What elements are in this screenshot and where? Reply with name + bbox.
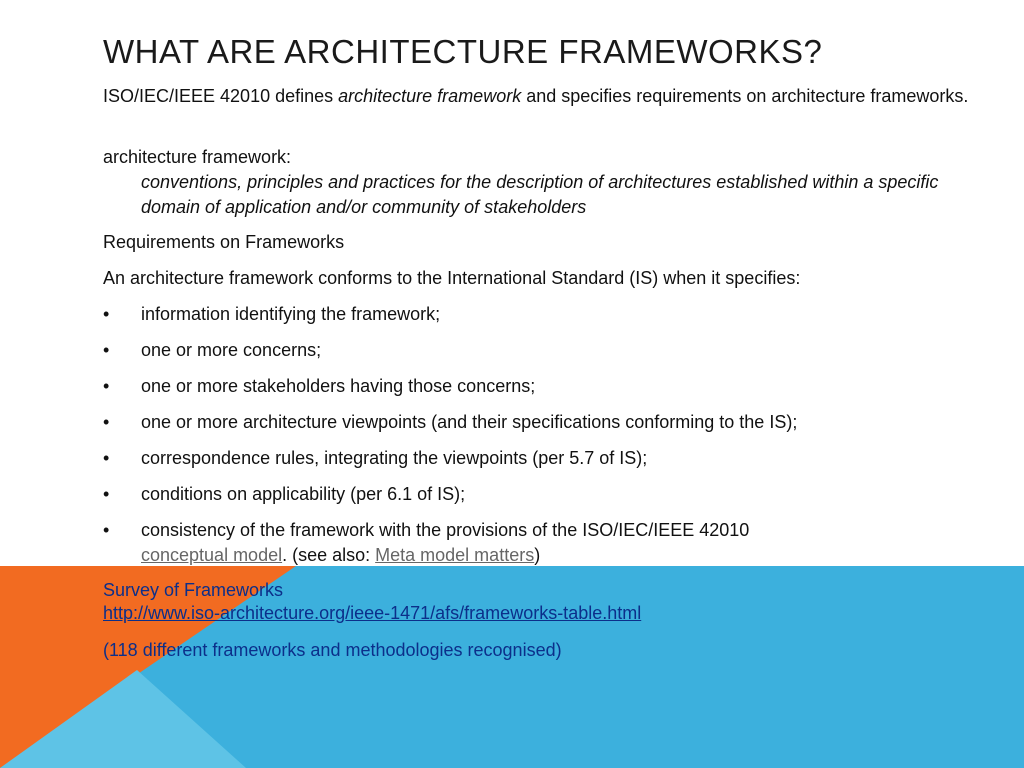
bullet-marker: • <box>103 412 110 432</box>
meta-model-matters-link[interactable]: Meta model matters <box>375 545 535 565</box>
survey-heading: Survey of Frameworks <box>103 580 284 600</box>
conceptual-model-link[interactable]: conceptual model <box>141 545 283 565</box>
list-item-consistency <box>141 518 1001 568</box>
definition-block <box>103 145 983 220</box>
list-item: conditions on applicability (per 6.1 of IS); <box>141 484 466 504</box>
bullet-marker: • <box>103 448 110 468</box>
bullet-marker: • <box>103 376 110 396</box>
bullet-marker: • <box>103 520 110 540</box>
definition-text: conventions, principles and practices for the description of architectures established within a specific domain of application and/or community of stakeholders <box>141 172 939 217</box>
bullet-marker: • <box>103 340 110 360</box>
last-bullet-post: ) <box>534 545 541 565</box>
intro-paragraph <box>103 84 1021 109</box>
intro-post: and specifies requirements on architecture frameworks. <box>521 86 969 106</box>
list-item: one or more architecture viewpoints (and their specifications conforming to the IS); <box>141 412 798 432</box>
list-item: one or more stakeholders having those concerns; <box>141 376 536 396</box>
list-item: one or more concerns; <box>141 340 322 360</box>
survey-url-line <box>103 601 983 626</box>
last-bullet-mid: . (see also: <box>282 545 376 565</box>
page-title: WHAT ARE ARCHITECTURE FRAMEWORKS? <box>103 33 823 70</box>
bullet-marker: • <box>103 304 110 324</box>
survey-url-link[interactable]: http://www.iso-architecture.org/ieee-1471/afs/frameworks-table.html <box>103 603 642 623</box>
conform-text: An architecture framework conforms to the International Standard (IS) when it specifies: <box>103 268 801 288</box>
requirements-heading: Requirements on Frameworks <box>103 232 345 252</box>
definition-term: architecture framework: <box>103 147 292 167</box>
list-item: information identifying the framework; <box>141 304 441 324</box>
intro-pre: ISO/IEC/IEEE 42010 defines <box>103 86 339 106</box>
last-bullet-pre: consistency of the framework with the provisions of the ISO/IEC/IEEE 42010 <box>141 520 750 540</box>
list-item: correspondence rules, integrating the viewpoints (per 5.7 of IS); <box>141 448 648 468</box>
bullet-marker: • <box>103 484 110 504</box>
survey-note: (118 different frameworks and methodologies recognised) <box>103 640 562 660</box>
intro-emphasis: architecture framework <box>338 86 522 106</box>
